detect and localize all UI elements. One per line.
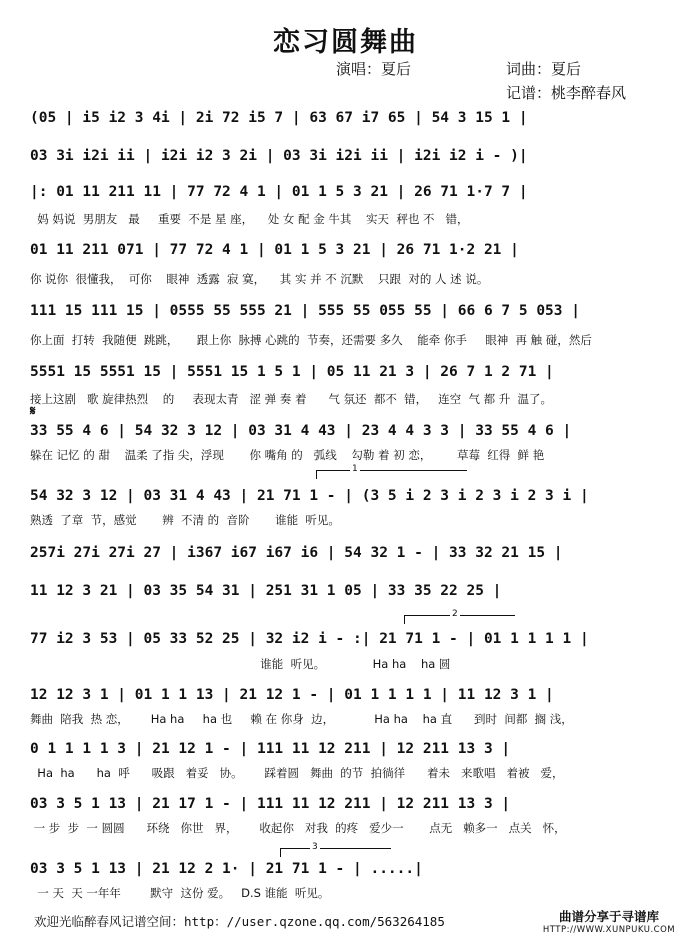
notation-row: 5551 15 5551 15 | 5551 15 1 5 1 | 05 11 21 3 | 26 7 1 2 71 | [30, 364, 554, 380]
notation-row: 03 3 5 1 13 | 21 17 1 - | 111 11 12 211 | 12 211 13 3 | [30, 796, 511, 812]
notation-row: 01 11 211 071 | 77 72 4 1 | 01 1 5 3 21 | 26 71 1·2 21 | [30, 242, 519, 258]
footer-link-text: 欢迎光临醉春风记谱空间：http：//user.qzone.qq.com/563264185 [34, 914, 445, 929]
segno-sign: 𝄋 [30, 404, 36, 419]
notation-row: 111 15 111 15 | 0555 55 555 21 | 555 55 055 55 | 66 6 7 5 053 | [30, 303, 580, 319]
song-title: 恋习圆舞曲 [273, 27, 418, 58]
notation-row: 54 32 3 12 | 03 31 4 43 | 21 71 1 - | (3 5 i 2 3 i 2 3 i 2 3 i | [30, 488, 589, 504]
notation-row: 33 55 4 6 | 54 32 3 12 | 03 31 4 43 | 23 4 4 3 3 | 33 55 4 6 | [30, 423, 572, 439]
singer-credit: 演唱：夏后 [336, 60, 412, 78]
lyrics-row: Ha ha ha 呼 吸跟 着妥 协。 踩着圆 舞曲 的节 拍徜徉 着未 来歌唱 着被 爱， [30, 766, 564, 780]
notation-row: 12 12 3 1 | 01 1 1 13 | 21 12 1 - | 01 1 1 1 1 | 11 12 3 1 | [30, 687, 554, 703]
notation-row: 03 3i i2i ii | i2i i2 3 2i | 03 3i i2i ii | i2i i2 i - )| [30, 148, 528, 164]
notation-row: |: 01 11 211 11 | 77 72 4 1 | 01 1 5 3 21 | 26 71 1·7 7 | [30, 184, 528, 200]
notation-row: 77 i2 3 53 | 05 33 52 25 | 32 i2 i - :| 21 71 1 - | 01 1 1 1 1 | [30, 631, 589, 647]
lyrics-row: 妈 妈说 男朋友 最 重要 不是 星 座， 处 女 配 金 牛其 实天 秤也 不 错， [30, 212, 469, 226]
notation-row: 03 3 5 1 13 | 21 12 2 1· | 21 71 1 - | .....| [30, 861, 423, 877]
watermark-title: 曲谱分享于寻谱库 [558, 909, 659, 924]
composer-credit: 词曲：夏后 [506, 60, 582, 78]
notation-row: 11 12 3 21 | 03 35 54 31 | 251 31 1 05 | 33 35 22 25 | [30, 583, 502, 599]
site-watermark [535, 907, 683, 935]
lyrics-row: 一 步 步 一 圆圆 环绕 你世 界， 收起你 对我 的疼 爱少一 点无 赖多一 点关 怀， [30, 821, 566, 835]
lyrics-row: 舞曲 陪我 热 恋， Ha ha ha 也 赖 在 你身 边， Ha ha ha 直 到时 间都 搁 浅， [30, 712, 573, 726]
lyrics-row: 你上面 打转 我随便 跳跳， 跟上你 脉搏 心跳的 节奏，还需要 多久 能牵 你手 眼神 再 触 碰，然后 [30, 333, 592, 347]
notation-row: (05 | i5 i2 3 4i | 2i 72 i5 7 | 63 67 i7 65 | 54 3 15 1 | [30, 110, 528, 126]
lyrics-row: 接上这剧 歌 旋律热烈 的 表现太青 涩 弹 奏 着 气 氛还 都不 错， 连空 气 都 升 温了。 [30, 392, 553, 406]
lyrics-row: 躲在 记忆 的 甜 温柔 了指 尖，浮现 你 嘴角 的 弧线 勾勒 着 初 恋， 草莓 红得 鲜 艳 [30, 448, 545, 462]
notation-row: 0 1 1 1 1 3 | 21 12 1 - | 111 11 12 211 | 12 211 13 3 | [30, 741, 511, 757]
lyrics-row: 一 天 天 一年年 默守 这份 爱。 D.S 谁能 听见。 [30, 886, 330, 900]
transcriber-credit: 记谱：桃李醉春风 [506, 84, 627, 102]
lyrics-row: 熟透 了章 节，感觉 辨 不清 的 音阶 谁能 听见。 [30, 513, 340, 527]
watermark-url: HTTP://WWW.XUNPUKU.COM [542, 925, 676, 935]
lyrics-row: 你 说你 很懂我， 可你 眼神 透露 寂 寞， 其 实 并 不 沉默 只跟 对的 人 述 说。 [30, 272, 489, 286]
lyrics-row: 谁能 听见。 Ha ha ha 圆 [30, 657, 451, 671]
notation-row: 257i 27i 27i 27 | i367 i67 i67 i6 | 54 32 1 - | 33 32 21 15 | [30, 545, 563, 561]
